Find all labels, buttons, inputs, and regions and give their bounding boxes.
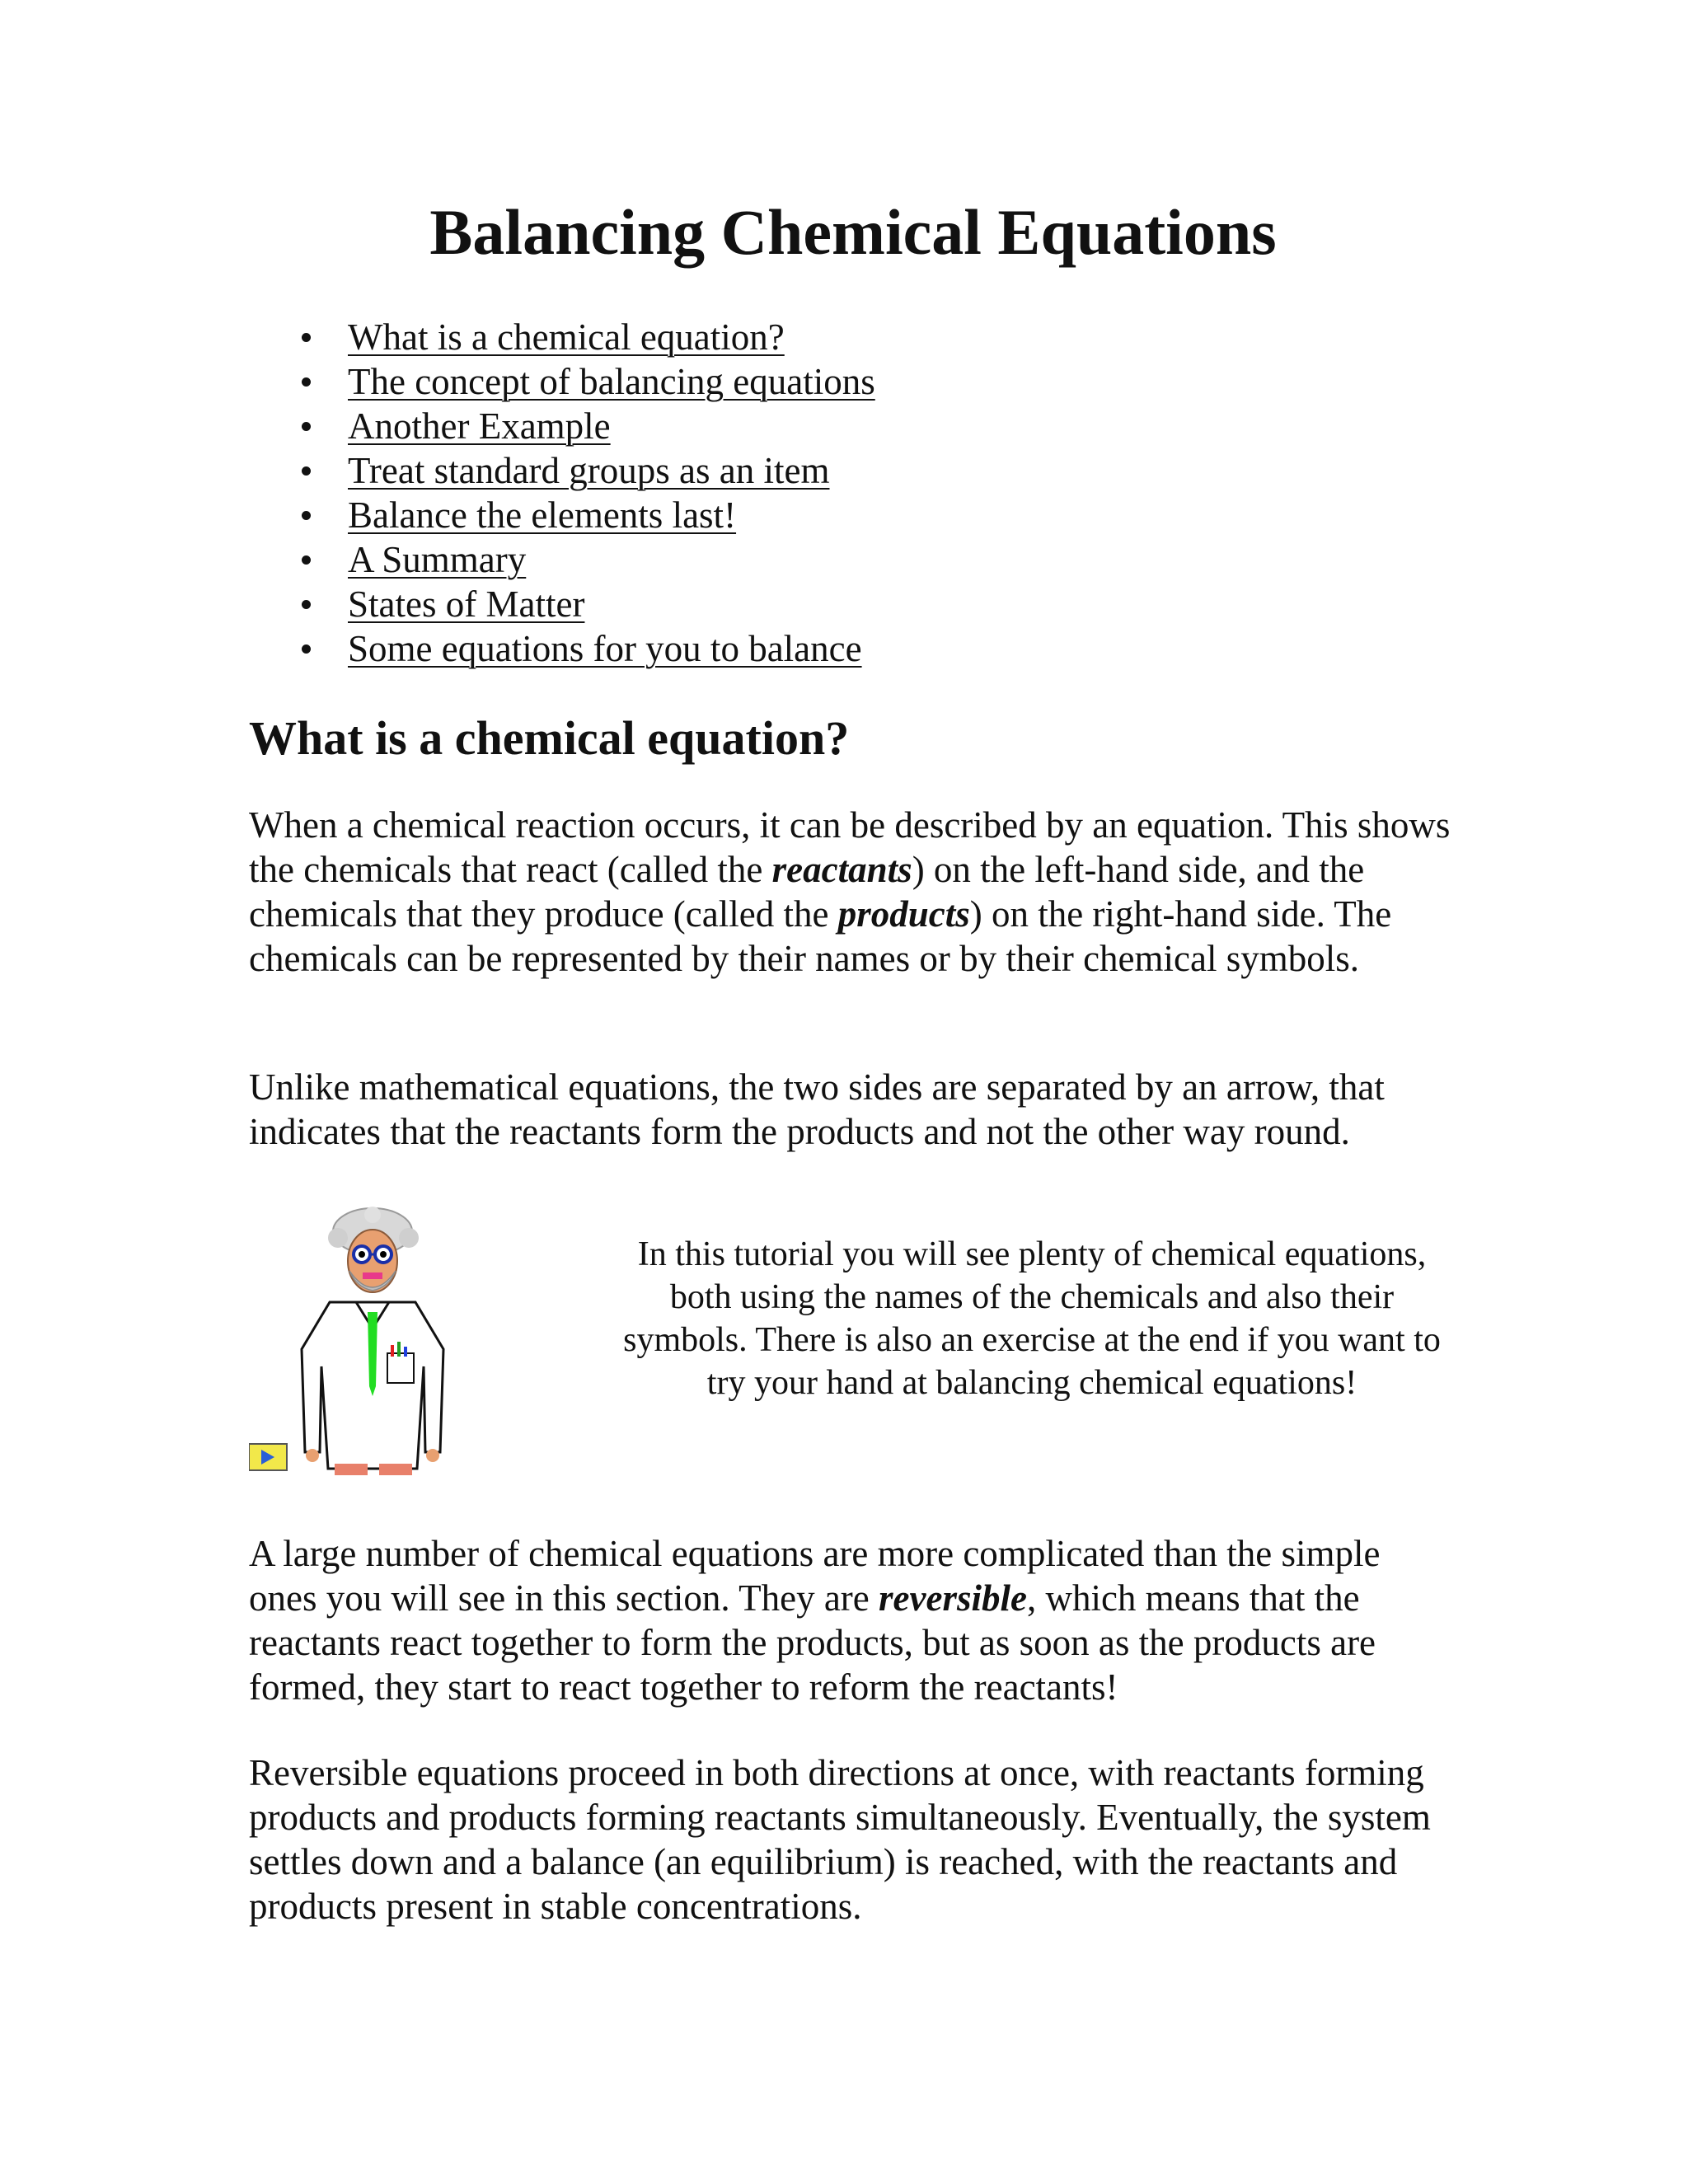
bullet-icon	[302, 555, 311, 565]
toc-link-standard-groups[interactable]: Treat standard groups as an item	[348, 450, 830, 491]
toc-link-summary[interactable]: A Summary	[348, 539, 527, 580]
toc-link-equations-to-balance[interactable]: Some equations for you to balance	[348, 628, 862, 669]
toc-item	[249, 493, 875, 537]
section-heading: What is a chemical equation?	[249, 711, 850, 765]
pocket-shape	[387, 1353, 414, 1383]
bullet-icon	[302, 600, 311, 609]
toc-item	[249, 626, 875, 671]
toc-link-states-of-matter[interactable]: States of Matter	[348, 583, 585, 625]
pen-green-icon	[397, 1342, 401, 1357]
toc-item	[249, 582, 875, 626]
term-products: products	[837, 893, 970, 935]
bullet-icon	[302, 511, 311, 520]
shoe-left-shape	[335, 1464, 368, 1475]
table-of-contents	[249, 315, 875, 671]
pen-red-icon	[391, 1345, 394, 1357]
term-reversible: reversible	[879, 1577, 1027, 1619]
paragraph-intro: When a chemical reaction occurs, it can be described by an equation. This shows the chemicals that react (called the reactants) on the left-hand side, and the chemicals that they produce (called the products) on the right-hand side. The chemicals can be represented by their names or by their chemical symbols.	[249, 804, 1451, 979]
bullet-icon	[302, 377, 311, 387]
bullet-icon	[302, 333, 311, 342]
bullet-icon	[302, 466, 311, 476]
mouth-shape	[363, 1272, 382, 1279]
page-title: Balancing Chemical Equations	[429, 196, 1277, 268]
paragraph-arrow: Unlike mathematical equations, the two sides are separated by an arrow, that indicates that the reactants form the products and not the other way round.	[249, 1066, 1385, 1152]
scientist-illustration	[249, 1205, 463, 1477]
toc-item	[249, 404, 875, 448]
term-reactants: reactants	[771, 849, 912, 890]
toc-item	[249, 359, 875, 404]
tutorial-callout: In this tutorial you will see plenty of chemical equations, both using the names of the chemicals and also their symbols. There is also an exercise at the end if you want to try your hand at balancing chemical equations!	[623, 1235, 1441, 1402]
bullet-icon	[302, 422, 311, 431]
hand-right-shape	[426, 1449, 439, 1462]
toc-link-balancing-concept[interactable]: The concept of balancing equations	[348, 361, 875, 402]
paragraph-reversible: A large number of chemical equations are more complicated than the simple ones you will see in this section. They are reversible, which means that the reactants react together to form the products, but as soon as the products are formed, they start to react together to reform the reactants!	[249, 1533, 1381, 1708]
shoe-right-shape	[379, 1464, 412, 1475]
paragraph-equilibrium: Reversible equations proceed in both directions at once, with reactants forming products and products forming reactants simultaneously. Eventually, the system settles down and a balance (an equilibrium) is reached, with the reactants and products present in stable concentrations.	[249, 1752, 1431, 1927]
toc-item	[249, 315, 875, 359]
pen-blue-icon	[404, 1347, 407, 1357]
toc-link-another-example[interactable]: Another Example	[348, 405, 611, 447]
toc-item	[249, 448, 875, 493]
bullet-icon	[302, 644, 311, 654]
toc-link-elements-last[interactable]: Balance the elements last!	[348, 494, 737, 536]
hand-left-shape	[306, 1449, 319, 1462]
next-arrow-icon[interactable]	[249, 1444, 287, 1470]
toc-item	[249, 537, 875, 582]
toc-link-chemical-equation[interactable]: What is a chemical equation?	[348, 316, 785, 358]
